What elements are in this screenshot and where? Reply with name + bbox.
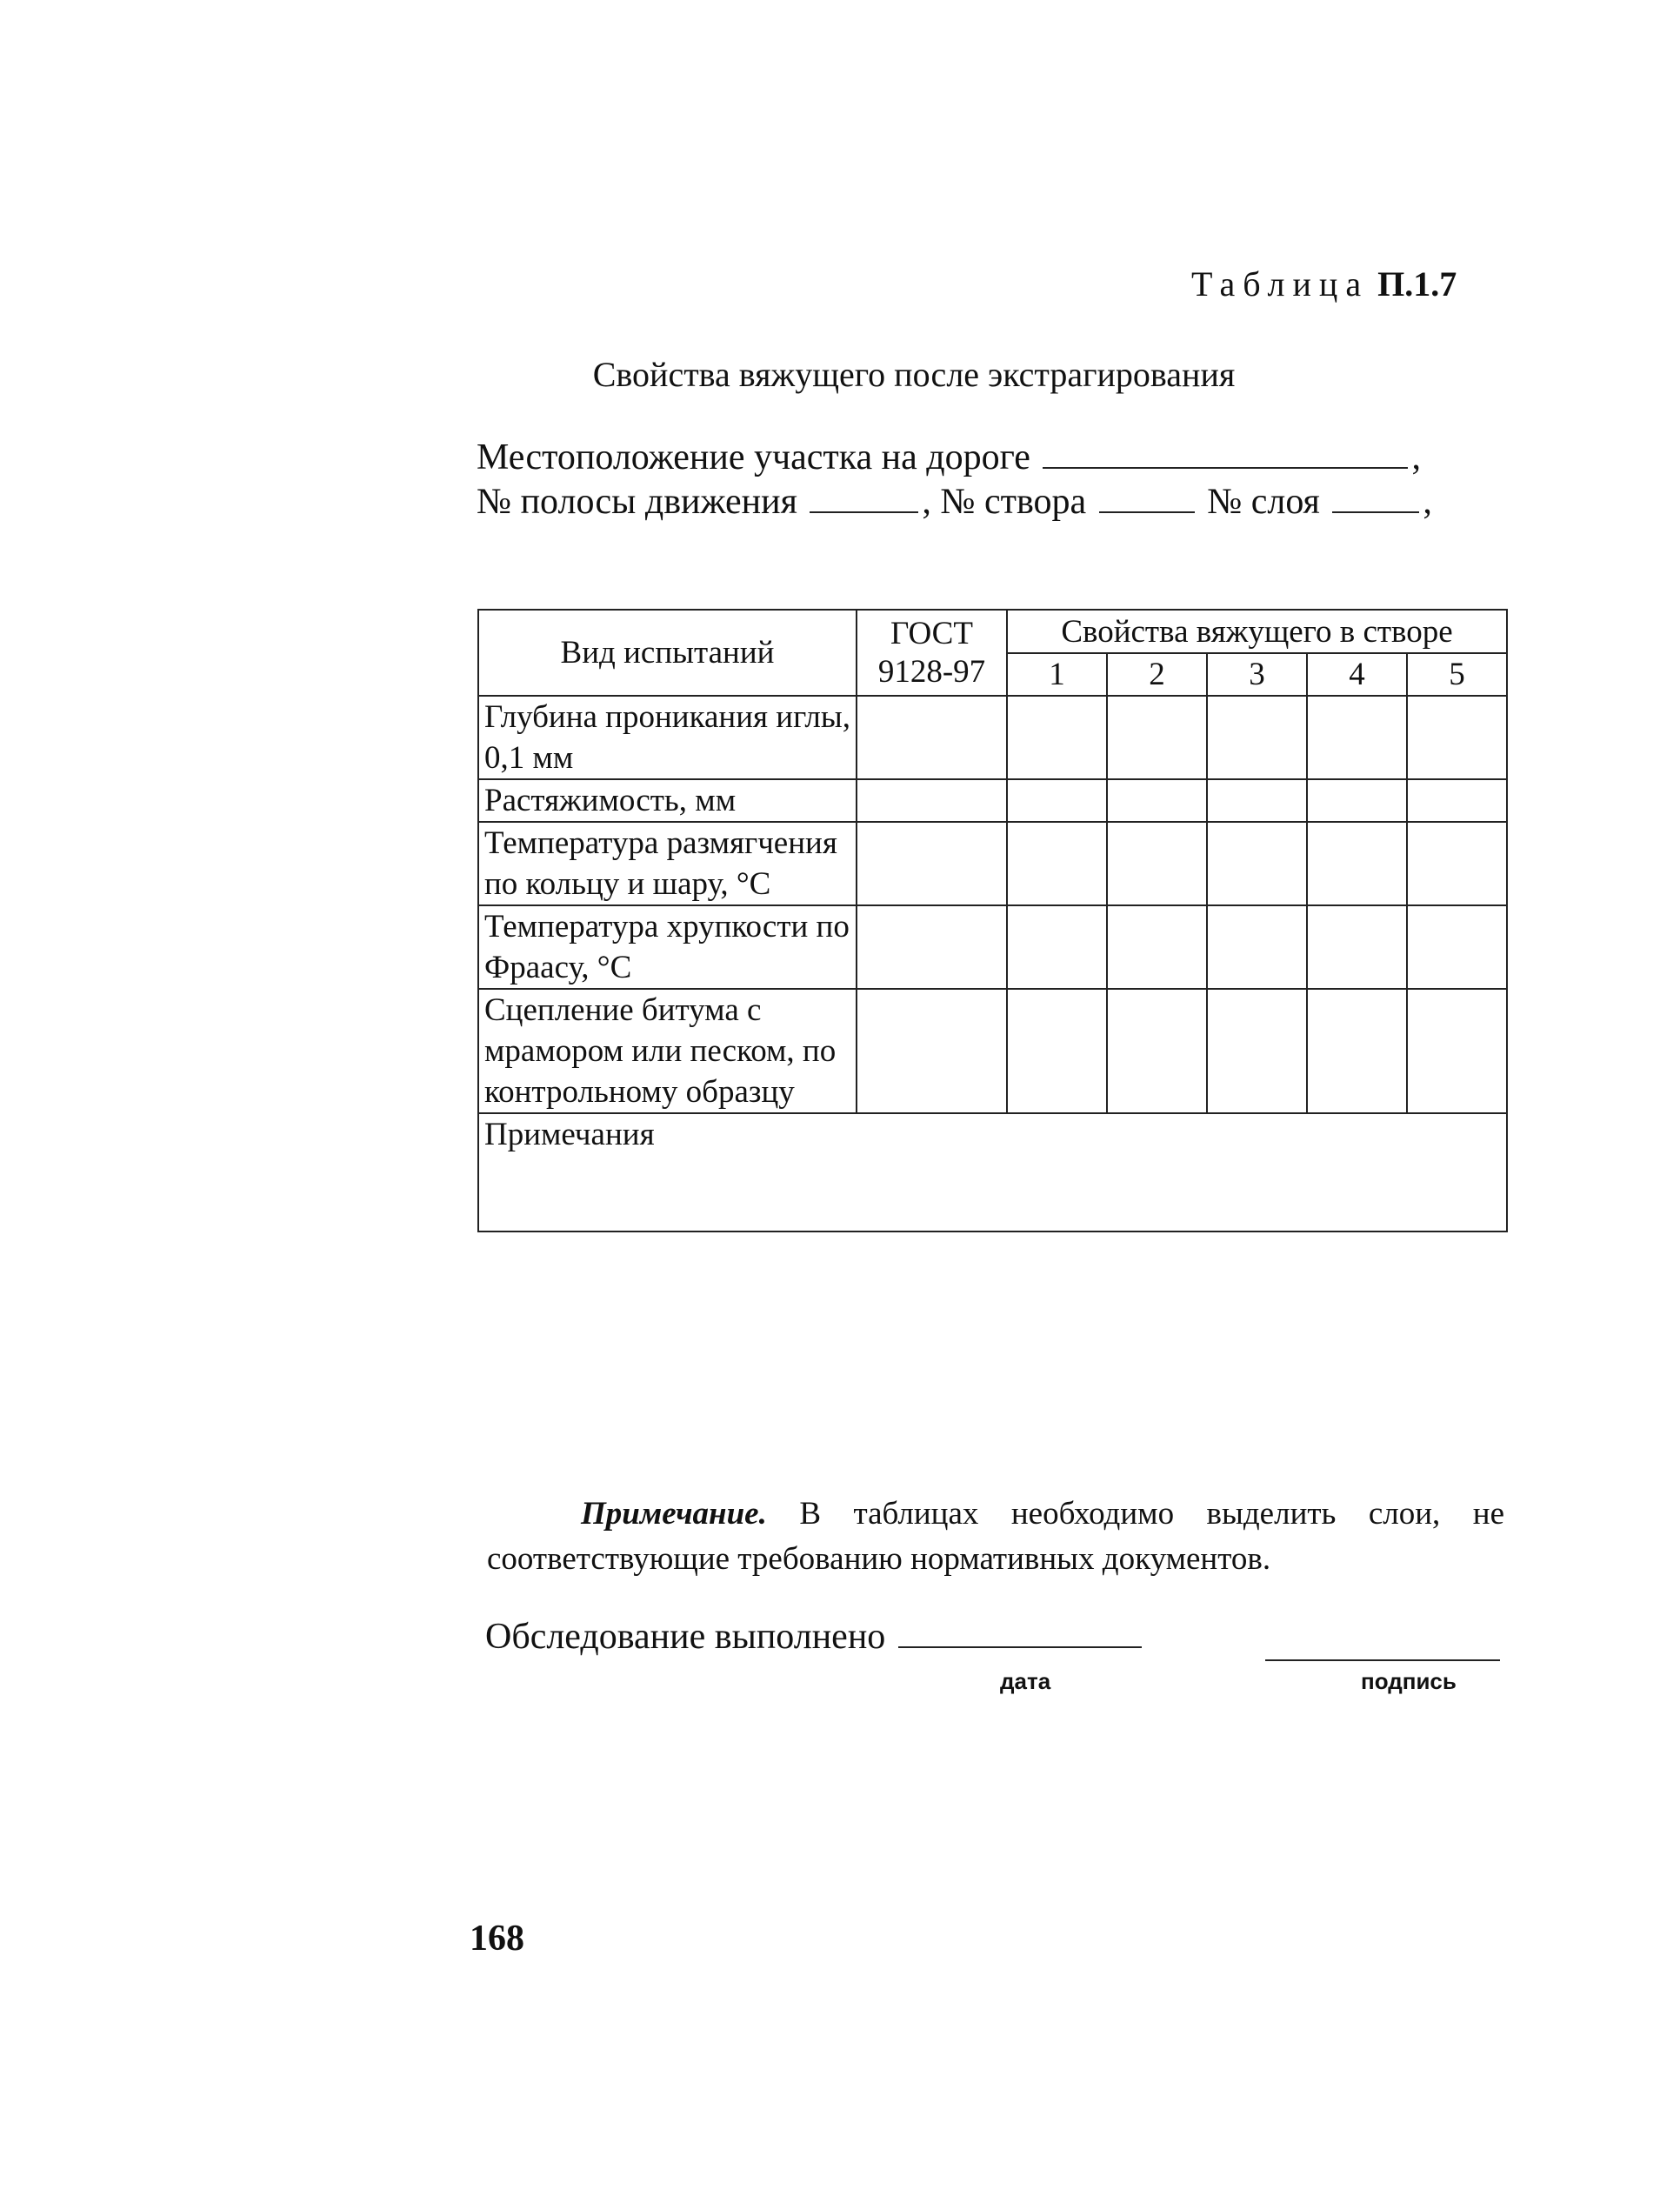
signature-blank[interactable] <box>1265 1659 1500 1661</box>
value-cell[interactable] <box>1107 989 1207 1113</box>
page-number: 168 <box>470 1919 524 1959</box>
value-cell[interactable] <box>1007 989 1107 1113</box>
gost-cell[interactable] <box>857 989 1007 1113</box>
value-cell[interactable] <box>1207 989 1307 1113</box>
survey-label: Обследование выполнено <box>485 1617 886 1657</box>
value-cell[interactable] <box>1407 779 1507 822</box>
table-row <box>478 696 1507 779</box>
table-row <box>478 989 1507 1113</box>
row-label: Растяжимость, мм <box>478 779 857 822</box>
binder-properties-table <box>477 609 1508 1232</box>
notes-row <box>478 1113 1507 1231</box>
value-cell[interactable] <box>1007 822 1107 905</box>
value-cell[interactable] <box>1107 779 1207 822</box>
section-label: , № створа <box>922 482 1087 522</box>
value-cell[interactable] <box>1107 696 1207 779</box>
value-cell[interactable] <box>1107 822 1207 905</box>
table-row <box>478 822 1507 905</box>
row-label: Температура размягчения по кольцу и шару, °С <box>478 822 857 905</box>
gost-cell[interactable] <box>857 696 1007 779</box>
row-label: Глубина проникания иглы, 0,1 мм <box>478 696 857 779</box>
table-label-number: П.1.7 <box>1377 264 1457 304</box>
location-line <box>477 437 1421 478</box>
survey-line <box>485 1616 1145 1658</box>
gost-cell[interactable] <box>857 822 1007 905</box>
lane-blank[interactable] <box>810 511 918 513</box>
lane-line <box>477 481 1432 523</box>
value-cell[interactable] <box>1207 905 1307 989</box>
lane-end: , <box>1423 482 1432 522</box>
value-cell[interactable] <box>1307 905 1407 989</box>
sub-col-5: 5 <box>1407 653 1507 696</box>
location-end: , <box>1411 437 1421 477</box>
value-cell[interactable] <box>1407 989 1507 1113</box>
col-gost-header: ГОСТ 9128-97 <box>857 610 1007 696</box>
table-label-word: Таблица <box>1191 264 1370 304</box>
note-paragraph <box>487 1492 1504 1582</box>
signature-caption: подпись <box>1361 1668 1457 1694</box>
gost-cell[interactable] <box>857 905 1007 989</box>
value-cell[interactable] <box>1407 822 1507 905</box>
gost-cell[interactable] <box>857 779 1007 822</box>
value-cell[interactable] <box>1207 822 1307 905</box>
value-cell[interactable] <box>1207 779 1307 822</box>
notes-label: Примечания <box>484 1117 655 1152</box>
value-cell[interactable] <box>1007 905 1107 989</box>
sub-col-2: 2 <box>1107 653 1207 696</box>
value-cell[interactable] <box>1407 696 1507 779</box>
col-test-header: Вид испытаний <box>478 610 857 696</box>
table-row <box>478 779 1507 822</box>
section-blank[interactable] <box>1099 511 1195 513</box>
sub-col-1: 1 <box>1007 653 1107 696</box>
layer-label: № слоя <box>1207 482 1320 522</box>
sub-col-3: 3 <box>1207 653 1307 696</box>
value-cell[interactable] <box>1107 905 1207 989</box>
date-caption: дата <box>1000 1668 1051 1694</box>
col-props-header: Свойства вяжущего в створе <box>1007 610 1507 653</box>
value-cell[interactable] <box>1007 779 1107 822</box>
location-blank[interactable] <box>1043 466 1408 469</box>
layer-blank[interactable] <box>1332 511 1419 513</box>
header-row <box>478 610 1507 653</box>
value-cell[interactable] <box>1407 905 1507 989</box>
value-cell[interactable] <box>1307 989 1407 1113</box>
note-text: В таблицах необходимо выделить слои, не соответствующие требованию нормативных документов. <box>487 1496 1504 1577</box>
lane-label: № полосы движения <box>477 482 797 522</box>
note-lead: Примечание. <box>581 1496 767 1532</box>
table-row <box>478 905 1507 989</box>
value-cell[interactable] <box>1207 696 1307 779</box>
notes-cell[interactable] <box>478 1113 1507 1231</box>
table-label <box>1191 264 1457 304</box>
row-label: Сцепление битума с мрамором или песком, по контрольному образцу <box>478 989 857 1113</box>
row-label: Температура хрупкости по Фраасу, °С <box>478 905 857 989</box>
location-label: Местоположение участка на дороге <box>477 437 1030 477</box>
value-cell[interactable] <box>1307 822 1407 905</box>
date-blank[interactable] <box>898 1645 1142 1648</box>
value-cell[interactable] <box>1307 696 1407 779</box>
sub-col-4: 4 <box>1307 653 1407 696</box>
value-cell[interactable] <box>1007 696 1107 779</box>
value-cell[interactable] <box>1307 779 1407 822</box>
table-title: Свойства вяжущего после экстрагирования <box>592 355 1236 394</box>
